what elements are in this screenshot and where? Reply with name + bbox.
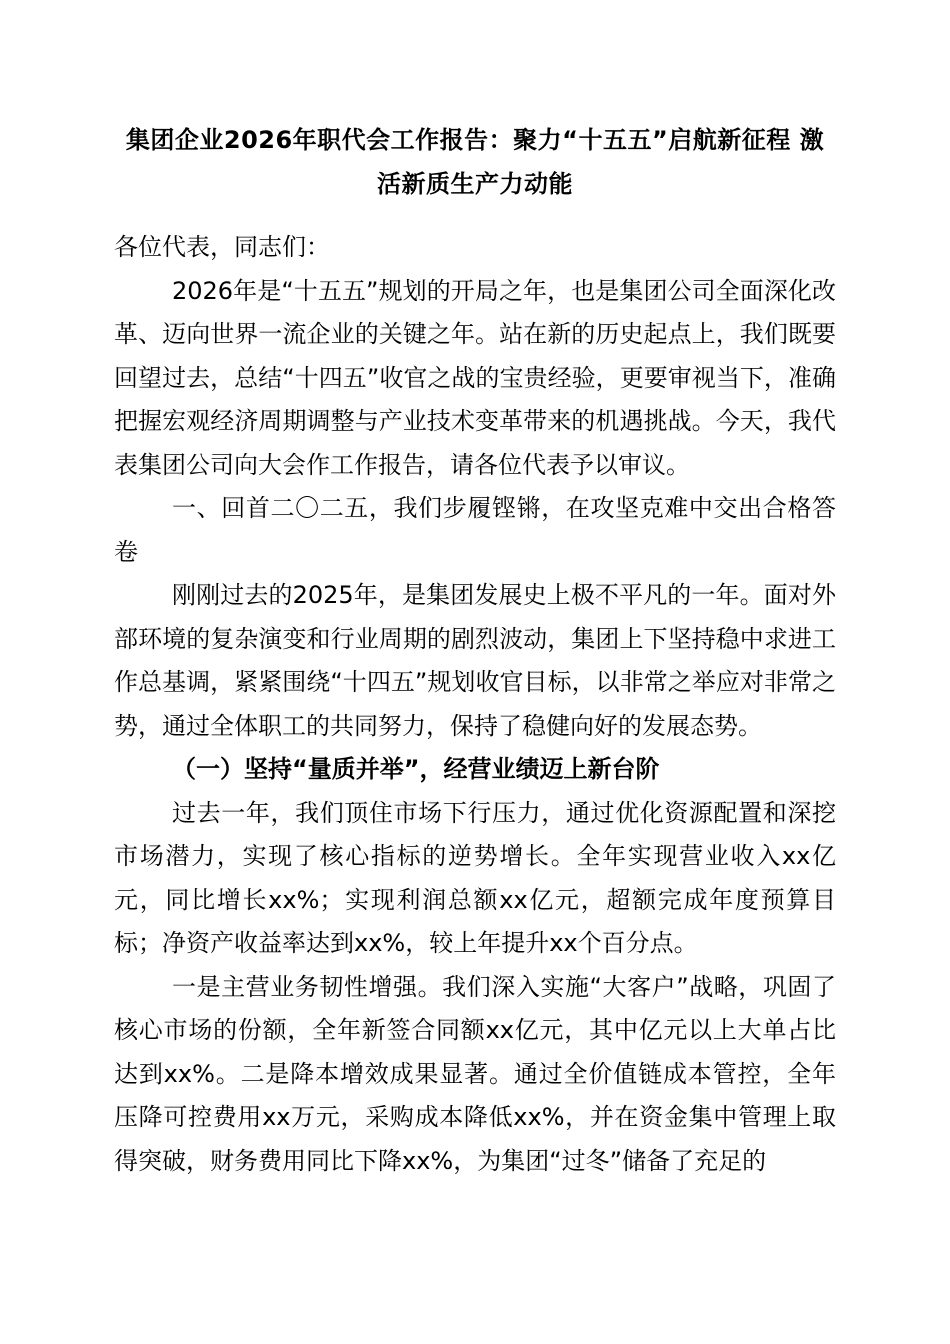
salutation: 各位代表，同志们： bbox=[114, 233, 330, 261]
paragraph-business-details: 一是主营业务韧性增强。我们深入实施“大客户”战略，巩固了核心市场的份额，全年新签合同额xx亿元，其中亿元以上大单占比达到xx%。二是降本增效成果显著。通过全价值链成本管控，全年压降可控费用xx万元，采购成本降低xx%，并在资金集中管理上取得突破，财务费用同比下降xx%，为集团“过冬”储备了充足的 bbox=[114, 972, 836, 1175]
paragraph-review-2025: 刚刚过去的2025年，是集团发展史上极不平凡的一年。面对外部环境的复杂演变和行业周期的剧烈波动，集团上下坚持稳中求进工作总基调，紧紧围绕“十四五”规划收官目标，以非常之举应对非常之势，通过全体职工的共同努力，保持了稳健向好的发展态势。 bbox=[114, 581, 836, 740]
subsection-heading: （一）坚持“量质并举”，经营业绩迈上新台阶 bbox=[172, 755, 660, 783]
document-body bbox=[114, 118, 836, 1183]
document-title: 集团企业2026年职代会工作报告：聚力“十五五”启航新征程 激活新质生产力动能 bbox=[125, 126, 825, 198]
paragraph-intro: 2026年是“十五五”规划的开局之年，也是集团公司全面深化改革、迈向世界一流企业的关键之年。站在新的历史起点上，我们既要回望过去，总结“十四五”收官之战的宝贵经验，更要审视当下，准确把握宏观经济周期调整与产业技术变革带来的机遇挑战。今天，我代表集团公司向大会作工作报告，请各位代表予以审议。 bbox=[114, 276, 836, 479]
paragraph-performance: 过去一年，我们顶住市场下行压力，通过优化资源配置和深挖市场潜力，实现了核心指标的逆势增长。全年实现营业收入xx亿元，同比增长xx%；实现利润总额xx亿元，超额完成年度预算目标；净资产收益率达到xx%，较上年提升xx个百分点。 bbox=[114, 798, 836, 957]
section-heading-one: 一、回首二〇二五，我们步履铿锵，在攻坚克难中交出合格答卷 bbox=[114, 494, 836, 566]
